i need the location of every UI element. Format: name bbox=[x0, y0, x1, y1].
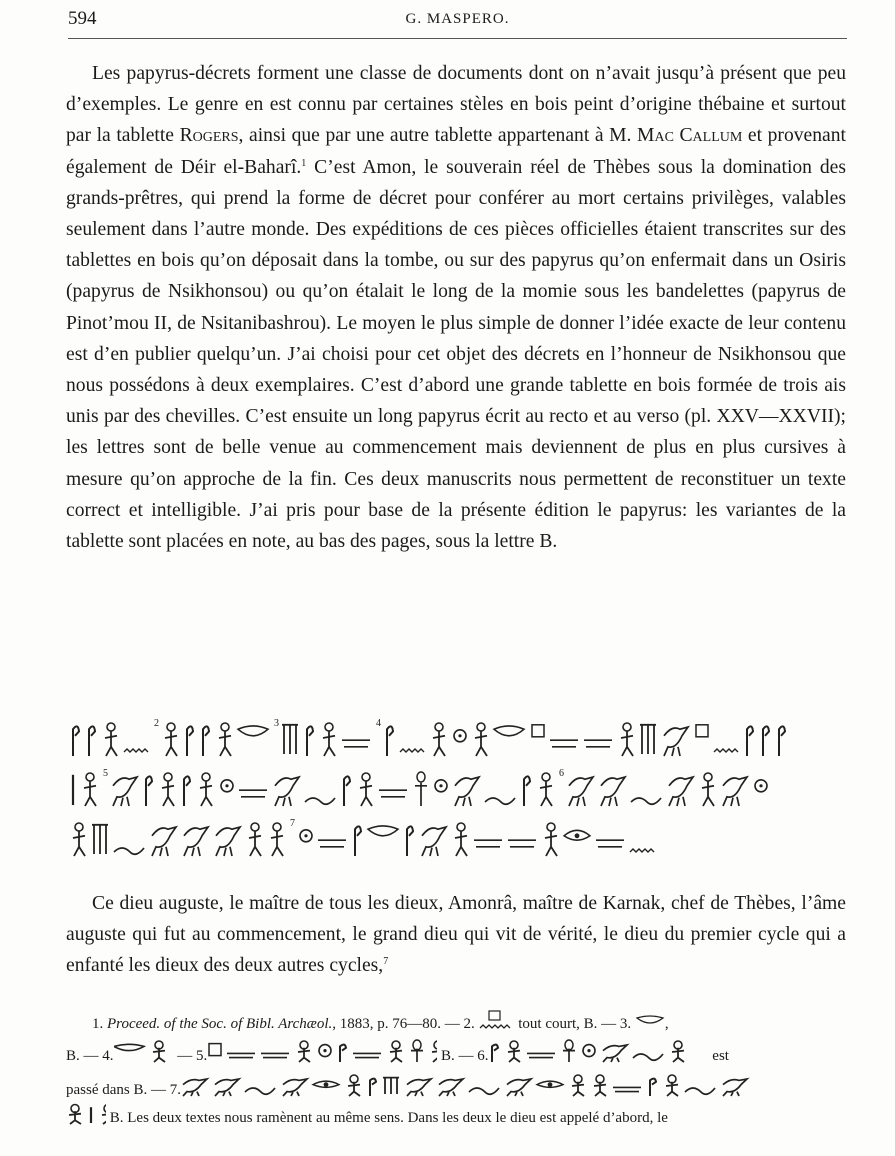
page-number: 594 bbox=[68, 8, 97, 29]
footnotes bbox=[66, 1010, 846, 1130]
hieroglyph-line-2 bbox=[70, 766, 850, 810]
glyph-group-image bbox=[66, 1102, 106, 1128]
glyph-group-image bbox=[181, 1072, 811, 1100]
svg-text:3: 3 bbox=[274, 718, 279, 729]
name-rogers: Rogers bbox=[179, 125, 239, 147]
hieroglyph-row-1-image bbox=[70, 716, 850, 760]
hieroglyph-row-2-image bbox=[70, 766, 850, 810]
text-run: est bbox=[708, 1048, 729, 1064]
hieroglyph-line-3 bbox=[70, 816, 850, 860]
glyph-group-image bbox=[489, 1038, 709, 1066]
text-run: , ainsi que par une autre tablette appartenant à M. bbox=[238, 125, 638, 147]
glyph-group-image bbox=[114, 1038, 174, 1066]
name-mac-callum: Mac Callum bbox=[637, 125, 743, 147]
page-header bbox=[68, 8, 847, 39]
footnote-ref-1: 1 bbox=[301, 157, 307, 169]
hieroglyph-row-3-image bbox=[70, 816, 850, 860]
footnote-number: 1. bbox=[92, 1016, 107, 1032]
hieroglyph-line-1 bbox=[70, 716, 850, 760]
footnote-line-1 bbox=[66, 1010, 846, 1036]
translation-paragraph bbox=[66, 888, 846, 982]
text-run: C’est Amon, le souverain réel de Thèbes sous la domination des grands-prêtres, qui prend la forme de décret pour conférer au mort certains privilèges, valables seulement dans l’autre monde. Des expéditions de ces pièces officielles étaient transcrites sur des tablettes en bois qu’on déposait dans la tombe, ou sur des papyrus qu’on enfermait dans un Osiris (papyrus de Nsikhonsou) ou qu’on étalait le long de la momie sous les bandelettes (papyrus de Pinot’mou II, de Nsitanibashrou). Le moyen le plus simple de donner l’idée exacte de leur contenu est d’en publier quelqu’un. J’ai choisi pour cet objet des décrets en l’honneur de Nsikhonsou que nous possédons à deux exemplaires. C’est d’abord une grande tablette en bois formée de trois ais unis par des chevilles. C’est ensuite un long papyrus écrit au recto et au verso (pl. XXV—XXVII); les lettres sont de belle venue au commencement mais deviennent de plus en plus cursives à mesure qu’on approche de la fin. Ces deux manuscrits nous permettent de reconstituer un texte correct et intelligible. J’ai pris pour base de la présente édition le papyrus: les variantes de la tablette sont placées en note, au bas des pages, sous la lettre B. bbox=[66, 156, 846, 553]
text-run: — 5. bbox=[173, 1048, 208, 1064]
text-run: et provenant également de Déir el-Baharî. bbox=[66, 125, 846, 178]
footnote-line-3 bbox=[66, 1072, 846, 1102]
svg-text:7: 7 bbox=[290, 818, 295, 829]
paragraph-2 bbox=[66, 888, 846, 982]
svg-text:2: 2 bbox=[154, 718, 159, 729]
text-run: B. — 6. bbox=[437, 1048, 489, 1064]
footnote-line-2 bbox=[66, 1038, 846, 1068]
text-run: B. Les deux textes nous ramènent au même sens. Dans les deux le dieu est appelé d’abord, le bbox=[106, 1110, 668, 1126]
text-run: passé dans B. — 7. bbox=[66, 1082, 181, 1098]
paragraph-1 bbox=[66, 58, 846, 557]
text-run: , 1883, p. 76—80. — 2. bbox=[332, 1016, 475, 1032]
journal-title: Proceed. of the Soc. of Bibl. Archæol. bbox=[107, 1016, 333, 1032]
text-run: tout court, B. — 3. bbox=[514, 1016, 632, 1032]
glyph-group-image bbox=[207, 1038, 437, 1066]
text-run: Ce dieu auguste, le maître de tous les dieux, Amonrâ, maître de Karnak, chef de Thèbes, l’âme auguste qui fut au commencement, le grand dieu qui vit de vérité, le dieu du premier cycle qui a enfanté les dieux des deux autres cycles, bbox=[66, 893, 846, 977]
footnote-line-4 bbox=[66, 1102, 846, 1130]
sky-glyph-image bbox=[635, 1014, 665, 1032]
running-head: G. MASPERO. bbox=[405, 11, 510, 27]
footnote-ref-7: 7 bbox=[383, 956, 389, 968]
text-run: B. — 4. bbox=[66, 1048, 114, 1064]
text-run: Les papyrus-décrets forment une classe de documents dont on n’avait jusqu’à présent que peu d’exemples. Le genre en est connu par certaines stèles en bois peint d’origine thébaine et surtout par la tablette bbox=[66, 63, 846, 147]
svg-text:4: 4 bbox=[376, 718, 381, 729]
svg-text:5: 5 bbox=[103, 768, 108, 779]
svg-text:6: 6 bbox=[559, 768, 564, 779]
text-run: , bbox=[664, 1016, 669, 1032]
water-glyph-image bbox=[478, 1010, 514, 1032]
main-paragraph bbox=[66, 58, 846, 557]
